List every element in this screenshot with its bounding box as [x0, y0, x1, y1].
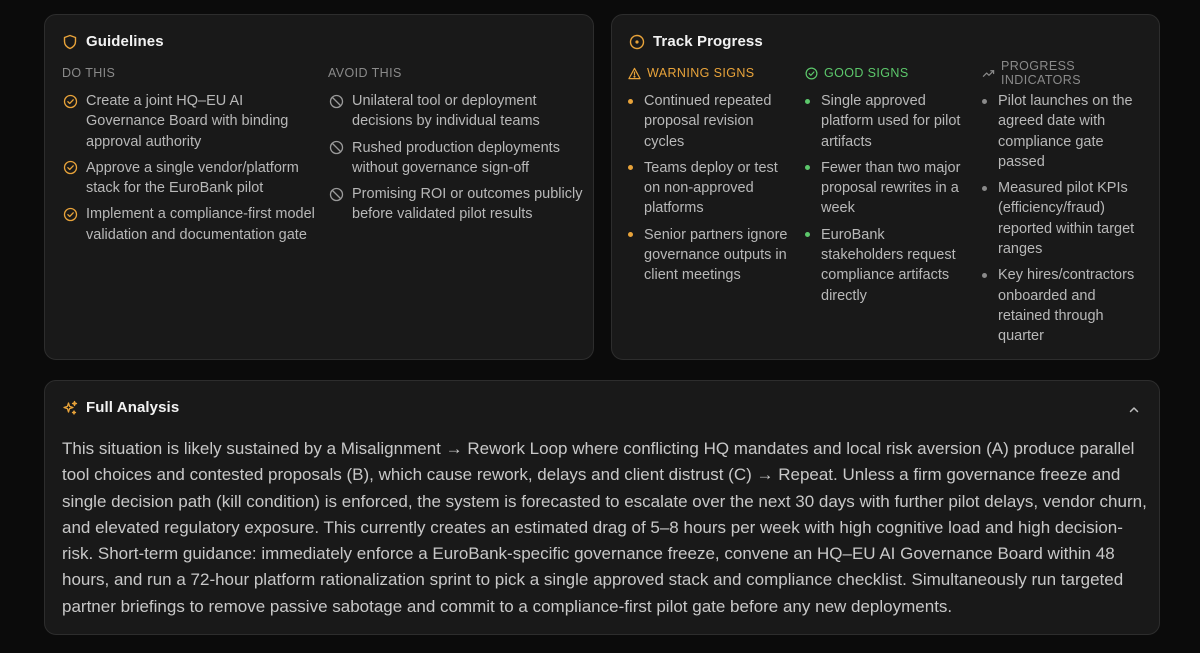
avoid-this-item-text: Promising ROI or outcomes publicly before validated pilot results	[352, 186, 583, 223]
do-this-heading: DO THIS	[62, 66, 116, 80]
progress-indicator-item	[982, 178, 1147, 259]
do-this-item	[62, 204, 317, 245]
do-this-item	[62, 158, 317, 199]
avoid-this-heading: AVOID THIS	[328, 66, 402, 80]
progress-indicators-heading	[982, 59, 1147, 87]
progress-indicators-label: PROGRESS INDICATORS	[1001, 59, 1081, 87]
full-analysis-card	[44, 380, 1160, 635]
ban-icon	[328, 138, 344, 158]
ban-icon	[328, 184, 344, 204]
avoid-this-list	[328, 91, 583, 225]
avoid-this-column	[328, 65, 583, 231]
progress-indicator-item	[982, 265, 1147, 346]
avoid-this-item	[328, 184, 583, 225]
do-this-column	[62, 65, 317, 251]
track-progress-header	[629, 33, 763, 50]
guidelines-header	[62, 33, 164, 50]
warning-sign-item	[628, 225, 793, 286]
bullet-dot	[805, 91, 813, 111]
good-signs-column	[805, 65, 970, 312]
progress-indicator-item-text: Pilot launches on the agreed date with compliance gate passed	[998, 93, 1133, 170]
check-circle-icon	[62, 204, 78, 224]
check-circle-icon	[62, 91, 78, 111]
warning-signs-column	[628, 65, 793, 292]
track-progress-card	[611, 14, 1160, 360]
sparkles-icon	[62, 400, 78, 416]
trend-up-icon	[982, 67, 995, 80]
full-analysis-text: This situation is likely sustained by a Misalignment → Rework Loop where conflicting HQ mandates and local risk aversion (A) produce parallel tool choices and contested proposals (B), which cause rework, delays and client distrust (C) → Repeat. Unless a firm governance freeze and single decision path (kill condition) is enforced, the system is forecasted to escalate over the next 30 days with further pilot delays, vendor churn, and elevated regulatory exposure. This currently creates an estimated drag of 5–8 hours per week with high cognitive load and high decision-risk. Short-term guidance: immediately enforce a EuroBank-specific governance freeze, convene an HQ–EU AI Governance Board within 48 hours, and run a 72-hour platform rationalization sprint to pick a single approved stack and compliance checklist. Simultaneously run targeted partner briefings to remove passive sabotage and commit to a compliance-first pilot gate before any new deployments.	[62, 439, 1147, 616]
chevron-up-icon	[1127, 403, 1141, 417]
progress-indicators-column	[982, 59, 1147, 353]
warning-signs-heading	[628, 65, 793, 81]
good-signs-list	[805, 91, 970, 306]
shield-icon	[62, 34, 78, 50]
good-sign-item	[805, 158, 970, 219]
warning-sign-item	[628, 158, 793, 219]
bullet-dot	[982, 265, 990, 285]
bullet-dot	[982, 91, 990, 111]
check-circle-icon	[62, 158, 78, 178]
warning-sign-item-text: Continued repeated proposal revision cycles	[644, 93, 772, 150]
progress-indicator-item-text: Key hires/contractors onboarded and retained through quarter	[998, 267, 1135, 345]
good-sign-item-text: Fewer than two major proposal rewrites in a week	[821, 159, 961, 217]
good-sign-item	[805, 91, 970, 152]
track-progress-title: Track Progress	[653, 33, 763, 50]
full-analysis-header	[62, 399, 179, 416]
do-this-item-text: Approve a single vendor/platform stack for the EuroBank pilot	[86, 159, 299, 197]
target-icon	[629, 34, 645, 50]
good-signs-label: GOOD SIGNS	[824, 66, 909, 80]
good-signs-heading	[805, 65, 970, 81]
avoid-this-item	[328, 138, 583, 179]
bullet-dot	[628, 158, 636, 178]
good-sign-item-text: EuroBank stakeholders request compliance artifacts directly	[821, 226, 956, 304]
avoid-this-item	[328, 91, 583, 132]
progress-indicator-item-text: Measured pilot KPIs (efficiency/fraud) reported within target ranges	[998, 180, 1135, 258]
full-analysis-title: Full Analysis	[86, 399, 180, 416]
do-this-list	[62, 91, 317, 245]
warning-signs-list	[628, 91, 793, 286]
bullet-dot	[628, 91, 636, 111]
warning-signs-label: WARNING SIGNS	[647, 66, 755, 80]
check-circle-icon	[805, 67, 818, 80]
bullet-dot	[982, 178, 990, 198]
do-this-item-text: Create a joint HQ–EU AI Governance Board with binding approval authority	[86, 93, 289, 150]
warning-triangle-icon	[628, 67, 641, 80]
collapse-button[interactable]	[1125, 401, 1143, 419]
guidelines-card	[44, 14, 594, 360]
avoid-this-item-text: Unilateral tool or deployment decisions by individual teams	[352, 93, 540, 130]
progress-indicators-list	[982, 91, 1147, 347]
bullet-dot	[628, 225, 636, 245]
good-sign-item-text: Single approved platform used for pilot artifacts	[821, 93, 961, 150]
do-this-item-text: Implement a compliance-first model validation and documentation gate	[86, 206, 315, 243]
warning-sign-item	[628, 91, 793, 152]
guidelines-title: Guidelines	[86, 33, 164, 50]
warning-sign-item-text: Teams deploy or test on non-approved platforms	[644, 159, 778, 217]
bullet-dot	[805, 225, 813, 245]
do-this-item	[62, 91, 317, 152]
avoid-this-item-text: Rushed production deployments without governance sign-off	[352, 139, 560, 176]
good-sign-item	[805, 225, 970, 306]
ban-icon	[328, 91, 344, 111]
progress-indicator-item	[982, 91, 1147, 172]
warning-sign-item-text: Senior partners ignore governance outputs in client meetings	[644, 226, 788, 284]
bullet-dot	[805, 158, 813, 178]
